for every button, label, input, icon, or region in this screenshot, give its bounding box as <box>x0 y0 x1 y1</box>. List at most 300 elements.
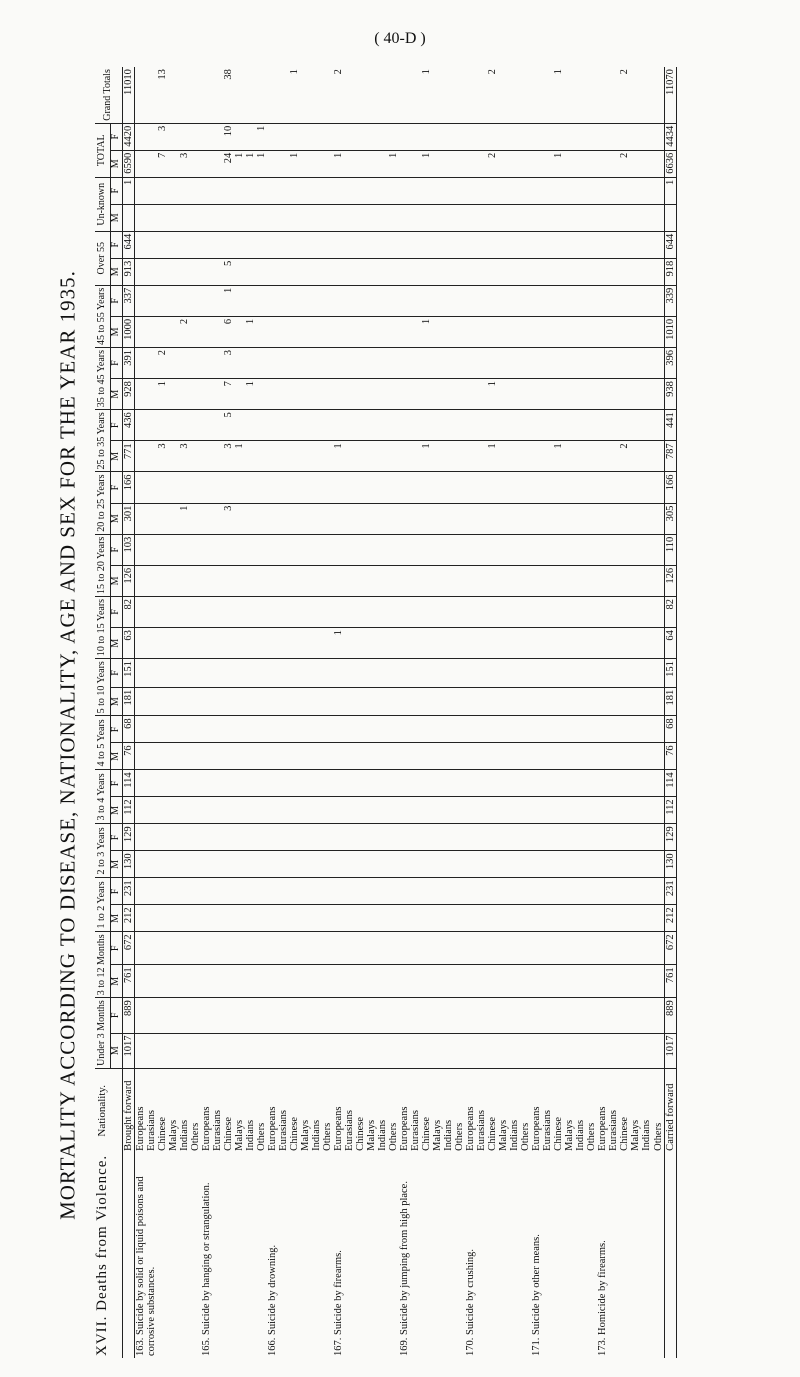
cell-f <box>531 932 542 965</box>
cell-f <box>289 824 300 851</box>
cell-m <box>190 316 201 347</box>
cell-f <box>146 231 157 258</box>
cell-m <box>366 441 377 472</box>
cell-m <box>575 965 586 998</box>
cell-m: 3 <box>157 441 168 472</box>
cell-m <box>454 565 465 596</box>
cell-f <box>311 472 322 503</box>
cell-m <box>190 965 201 998</box>
cell-m <box>355 503 366 534</box>
cell-m <box>388 503 399 534</box>
nationality-label: Chinese <box>553 1068 564 1153</box>
page-title-text: MORTALITY ACCORDING TO DISEASE, NATIONALITY, AGE AND SEX FOR THE YEAR 1935. <box>55 270 80 1220</box>
cell-m <box>289 441 300 472</box>
cell-f <box>355 231 366 258</box>
cell-f <box>168 932 179 965</box>
cell-m <box>377 565 388 596</box>
nationality-label: Malays <box>432 1068 443 1153</box>
cell-f: 3 <box>223 348 234 379</box>
cell-f <box>333 770 344 797</box>
cell-m <box>410 743 421 770</box>
cause-label: 167. Suicide by firearms. <box>333 1250 345 1356</box>
cell-m <box>542 441 553 472</box>
cell-m <box>267 628 278 659</box>
cell-f <box>575 472 586 503</box>
cell-f <box>311 716 322 743</box>
cell-m <box>245 441 256 472</box>
cell-m <box>641 1033 652 1068</box>
nationality-label: Eurasians <box>344 1068 355 1153</box>
cell-m <box>289 565 300 596</box>
cell-m <box>399 851 410 878</box>
cell-m <box>454 503 465 534</box>
cell-m <box>278 905 289 932</box>
cell-m <box>465 797 476 824</box>
cell-f <box>476 932 487 965</box>
cell-m <box>564 797 575 824</box>
cell-f <box>344 998 355 1033</box>
cell-m <box>653 743 665 770</box>
cell-m <box>608 258 619 285</box>
cell-m <box>223 851 234 878</box>
cell-m <box>388 628 399 659</box>
cell-f <box>509 534 520 565</box>
cell-f <box>245 534 256 565</box>
cell-f <box>289 596 300 627</box>
cell-m <box>234 687 245 716</box>
total-f <box>399 123 410 150</box>
cell-f <box>377 410 388 441</box>
cell-f <box>553 659 564 688</box>
cell-f <box>498 534 509 565</box>
cell-f <box>653 534 665 565</box>
grand-total: 2 <box>333 67 344 123</box>
cell-m <box>653 628 665 659</box>
cell-m <box>344 628 355 659</box>
blank-cell <box>111 1153 123 1358</box>
cell-f <box>586 770 597 797</box>
cell-f <box>421 534 432 565</box>
cell-m <box>168 965 179 998</box>
cell-f <box>619 596 630 627</box>
cell-f <box>355 285 366 316</box>
cell-m <box>443 628 454 659</box>
cell-m <box>553 965 564 998</box>
cell-m <box>487 258 498 285</box>
cell-m <box>586 379 597 410</box>
carried-forward-value: 672 <box>664 932 676 965</box>
cell-m <box>134 965 146 998</box>
cell-f <box>410 716 421 743</box>
cell-m <box>553 316 564 347</box>
cell-m <box>146 204 157 231</box>
cell-m <box>289 316 300 347</box>
nationality-label: Eurasians <box>608 1068 619 1153</box>
cell-f <box>212 824 223 851</box>
cell-m <box>146 628 157 659</box>
cell-m <box>432 851 443 878</box>
cell-m <box>311 258 322 285</box>
cell-m <box>575 204 586 231</box>
cell-m <box>498 797 509 824</box>
cell-f <box>245 770 256 797</box>
cell-m: 1 <box>487 379 498 410</box>
cell-m <box>421 905 432 932</box>
table-row <box>134 67 146 1358</box>
cell-m <box>564 965 575 998</box>
cell-f <box>134 716 146 743</box>
cell-f <box>355 534 366 565</box>
cell-f <box>465 231 476 258</box>
cell-m <box>630 687 641 716</box>
cell-m <box>234 905 245 932</box>
cell-f <box>344 177 355 204</box>
cell-m <box>619 316 630 347</box>
cell-m <box>311 503 322 534</box>
cell-f <box>300 659 311 688</box>
cell-f <box>157 824 168 851</box>
sex-header-f: F <box>111 716 123 743</box>
cell-f <box>146 472 157 503</box>
cell-m <box>498 316 509 347</box>
cell-m <box>212 204 223 231</box>
brought-forward-label: Brought forward <box>122 1068 134 1153</box>
cell-m <box>134 743 146 770</box>
cell-m <box>278 965 289 998</box>
cell-f <box>641 659 652 688</box>
cell-f <box>322 472 333 503</box>
cell-m <box>487 743 498 770</box>
cell-f <box>179 716 190 743</box>
total-f <box>465 123 476 150</box>
cell-f <box>245 231 256 258</box>
cell-f <box>597 472 608 503</box>
cell-f <box>289 348 300 379</box>
cell-f <box>190 472 201 503</box>
cell-m <box>553 851 564 878</box>
cell-m <box>245 905 256 932</box>
cell-f <box>399 534 410 565</box>
total-f <box>190 123 201 150</box>
cell-m <box>134 687 146 716</box>
cell-f <box>487 998 498 1033</box>
cell-m <box>399 258 410 285</box>
cell-f <box>586 472 597 503</box>
cell-f <box>619 659 630 688</box>
cell-m <box>245 797 256 824</box>
cell-f <box>212 285 223 316</box>
cell-m <box>157 258 168 285</box>
total-f <box>377 123 388 150</box>
cell-m <box>443 503 454 534</box>
cell-f <box>608 231 619 258</box>
cell-f <box>586 659 597 688</box>
cell-m <box>388 687 399 716</box>
cell-m <box>509 204 520 231</box>
cell-f <box>630 878 641 905</box>
cell-m <box>399 441 410 472</box>
cell-f <box>377 596 388 627</box>
cell-f <box>498 659 509 688</box>
cell-m <box>619 565 630 596</box>
cell-f <box>443 770 454 797</box>
cell-f <box>289 410 300 441</box>
total-m <box>146 150 157 177</box>
cell-m <box>465 441 476 472</box>
cell-f <box>146 596 157 627</box>
cell-f <box>454 824 465 851</box>
cell-m <box>487 851 498 878</box>
cell-m: 1 <box>421 316 432 347</box>
nationality-label: Eurasians <box>278 1068 289 1153</box>
cell-m <box>542 565 553 596</box>
cell-m <box>520 1033 531 1068</box>
cell-m <box>597 628 608 659</box>
cell-m <box>256 565 267 596</box>
cell-f <box>134 231 146 258</box>
cell-f <box>586 824 597 851</box>
nationality-label: Others <box>256 1068 267 1153</box>
cell-m <box>366 258 377 285</box>
cell-f <box>245 410 256 441</box>
cell-m <box>300 965 311 998</box>
cell-f <box>575 998 586 1033</box>
cell-f <box>223 177 234 204</box>
cell-m <box>410 797 421 824</box>
cell-m <box>553 628 564 659</box>
cell-f <box>333 285 344 316</box>
cell-f <box>344 596 355 627</box>
cell-m <box>278 851 289 878</box>
cell-f <box>333 824 344 851</box>
cell-f <box>432 824 443 851</box>
cell-m <box>575 687 586 716</box>
cell-m <box>564 565 575 596</box>
carried-forward-value: 151 <box>664 659 676 688</box>
cell-m <box>597 965 608 998</box>
cell-m <box>564 441 575 472</box>
cell-f <box>630 410 641 441</box>
cell-m <box>641 204 652 231</box>
cell-m <box>553 503 564 534</box>
cell-m <box>388 905 399 932</box>
cell-f <box>498 824 509 851</box>
cell-f <box>608 472 619 503</box>
cell-f <box>608 770 619 797</box>
cell-m <box>586 628 597 659</box>
cell-m <box>366 687 377 716</box>
cell-m <box>278 204 289 231</box>
cell-m <box>653 379 665 410</box>
cell-m <box>212 441 223 472</box>
nationality-label: Chinese <box>355 1068 366 1153</box>
cell-f <box>355 998 366 1033</box>
cell-f <box>134 998 146 1033</box>
nationality-label: Chinese <box>619 1068 630 1153</box>
total-m <box>410 150 421 177</box>
cell-m <box>399 565 410 596</box>
blank-cell <box>111 1068 123 1153</box>
cell-f <box>333 998 344 1033</box>
cell-f <box>454 285 465 316</box>
cell-m <box>311 797 322 824</box>
cell-m <box>322 1033 333 1068</box>
cell-m <box>586 797 597 824</box>
cell-f <box>630 231 641 258</box>
cell-m <box>597 687 608 716</box>
cell-f <box>476 410 487 441</box>
cell-f <box>443 824 454 851</box>
cell-f <box>245 659 256 688</box>
cell-m <box>399 687 410 716</box>
cell-f <box>542 596 553 627</box>
cell-f <box>553 410 564 441</box>
cell-m <box>653 503 665 534</box>
sex-header-m: M <box>111 150 123 177</box>
cell-f <box>245 348 256 379</box>
cell-f <box>289 770 300 797</box>
cell-f <box>454 998 465 1033</box>
cell-m <box>564 743 575 770</box>
cell-f <box>267 824 278 851</box>
cell-f <box>234 824 245 851</box>
total-m <box>366 150 377 177</box>
cell-m <box>311 316 322 347</box>
cell-m <box>608 905 619 932</box>
cell-f <box>476 716 487 743</box>
cell-m <box>432 379 443 410</box>
cell-f <box>256 659 267 688</box>
cell-f <box>421 472 432 503</box>
sex-header-m: M <box>111 687 123 716</box>
brought-forward-value: 11010 <box>122 67 134 123</box>
cell-m <box>531 258 542 285</box>
cell-m <box>608 851 619 878</box>
cell-m <box>553 797 564 824</box>
cell-f <box>653 285 665 316</box>
total-f <box>443 123 454 150</box>
cell-m <box>157 1033 168 1068</box>
cell-f <box>619 231 630 258</box>
cell-f <box>157 534 168 565</box>
cell-m <box>476 503 487 534</box>
cell-m <box>146 965 157 998</box>
cell-m <box>234 565 245 596</box>
cell-m <box>509 687 520 716</box>
cell-m <box>509 379 520 410</box>
cell-m <box>234 1033 245 1068</box>
cell-f <box>542 998 553 1033</box>
cell-m <box>344 316 355 347</box>
cell-f <box>608 285 619 316</box>
cell-m <box>223 965 234 998</box>
cell-f <box>498 348 509 379</box>
cell-m <box>223 1033 234 1068</box>
cell-f <box>146 659 157 688</box>
cell-m <box>465 379 476 410</box>
cell-m <box>421 258 432 285</box>
cell-m <box>388 316 399 347</box>
cell-f <box>542 659 553 688</box>
cell-f <box>157 770 168 797</box>
total-f <box>201 123 212 150</box>
cell-m <box>653 565 665 596</box>
cell-m: 5 <box>223 258 234 285</box>
grand-total <box>443 67 454 123</box>
cell-f <box>256 596 267 627</box>
grand-total <box>410 67 421 123</box>
cell-m <box>399 379 410 410</box>
cell-f <box>278 231 289 258</box>
cell-m <box>476 743 487 770</box>
cell-f <box>377 177 388 204</box>
cell-f <box>168 177 179 204</box>
nationality-label: Others <box>653 1068 665 1153</box>
cell-f <box>377 231 388 258</box>
cell-f <box>421 932 432 965</box>
cell-m <box>443 379 454 410</box>
cell-f <box>586 878 597 905</box>
cell-f <box>344 231 355 258</box>
cell-f <box>157 878 168 905</box>
cell-m <box>201 204 212 231</box>
cell-f <box>168 472 179 503</box>
cell-f <box>366 824 377 851</box>
total-f <box>179 123 190 150</box>
cell-m <box>641 851 652 878</box>
cell-f <box>399 878 410 905</box>
cell-f <box>575 348 586 379</box>
cell-m <box>190 1033 201 1068</box>
cell-m <box>575 503 586 534</box>
cell-f <box>575 177 586 204</box>
nationality-label: Europeans <box>201 1068 212 1153</box>
cell-m <box>311 628 322 659</box>
cell-f <box>322 659 333 688</box>
nationality-label: Indians <box>641 1068 652 1153</box>
age-group-header: Under 3 Months <box>95 998 111 1069</box>
cell-m <box>630 258 641 285</box>
cell-m <box>597 565 608 596</box>
cell-m <box>476 1033 487 1068</box>
cell-f <box>432 472 443 503</box>
cell-m <box>542 965 553 998</box>
cell-f <box>575 596 586 627</box>
brought-forward-value: 212 <box>122 905 134 932</box>
cell-f <box>267 410 278 441</box>
cell-f <box>487 231 498 258</box>
cell-m <box>432 565 443 596</box>
cell-m <box>179 379 190 410</box>
cell-f <box>267 596 278 627</box>
cell-f <box>498 878 509 905</box>
total-f <box>498 123 509 150</box>
nationality-label: Others <box>322 1068 333 1153</box>
cell-m <box>586 441 597 472</box>
cell-m <box>344 743 355 770</box>
cell-m <box>399 905 410 932</box>
cell-f <box>234 534 245 565</box>
cell-m <box>289 965 300 998</box>
cell-f <box>454 659 465 688</box>
cell-m <box>421 687 432 716</box>
cell-f <box>421 348 432 379</box>
cell-m <box>355 441 366 472</box>
cell-f <box>179 231 190 258</box>
cell-f <box>377 824 388 851</box>
cell-f <box>190 177 201 204</box>
cell-f <box>300 770 311 797</box>
